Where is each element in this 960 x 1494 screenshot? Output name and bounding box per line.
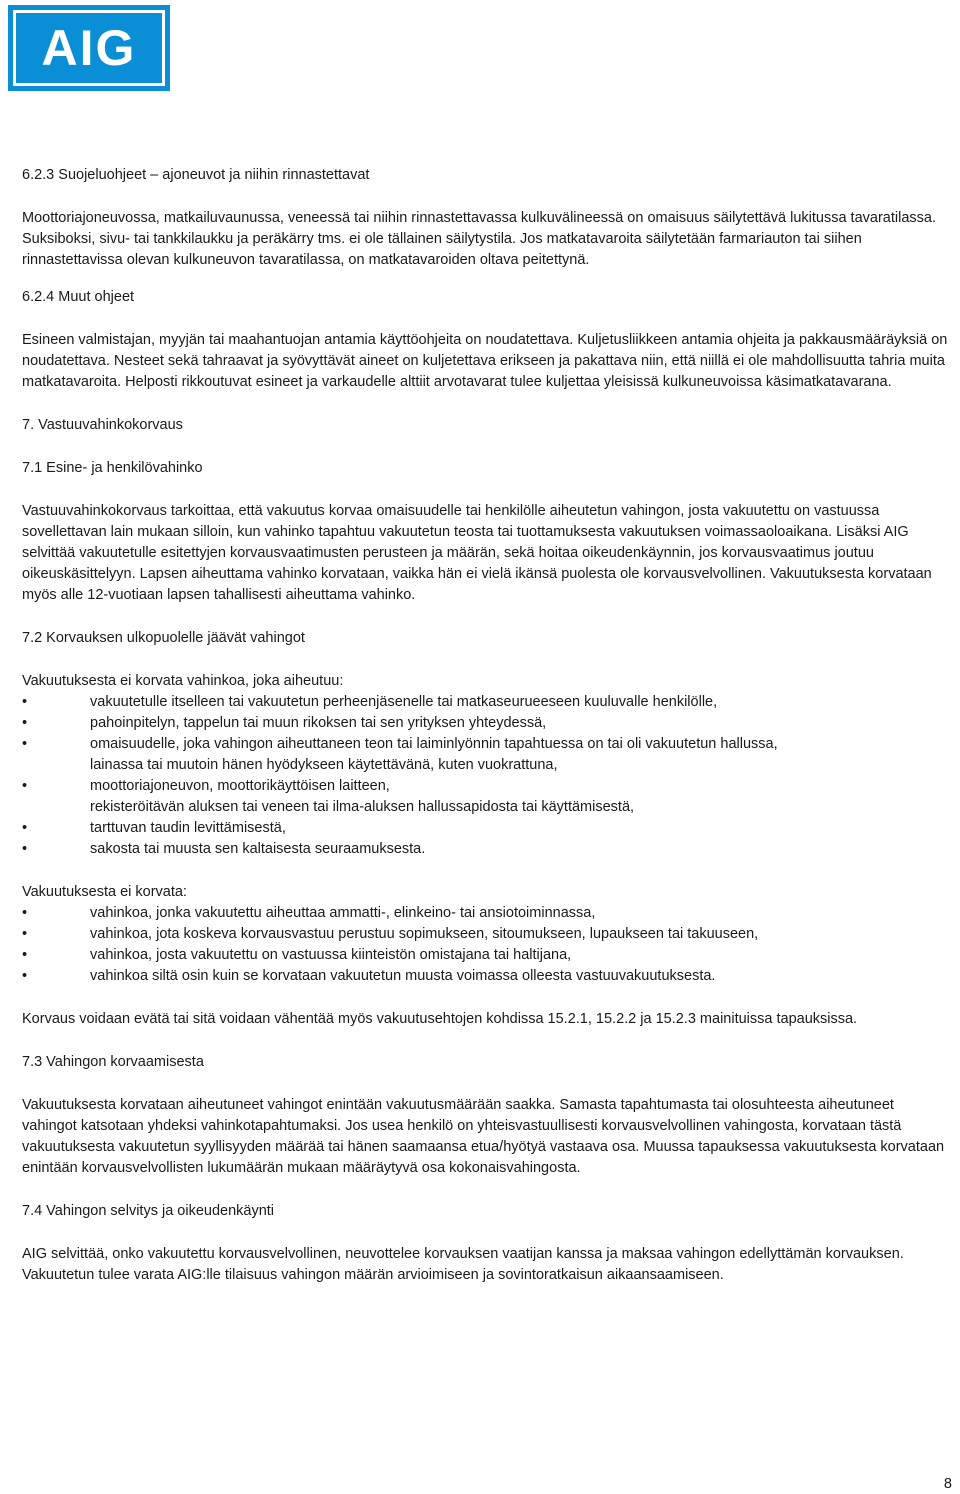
- section-7-2-outro: Korvaus voidaan evätä tai sitä voidaan vähentää myös vakuutusehtojen kohdissa 15.2.1, 15.2.2 ja 15.2.3 mainituissa tapauksissa.: [22, 1011, 858, 1027]
- list-item: • vahinkoa, josta vakuutettu on vastuussa kiinteistön omistajana tai haltijana,: [22, 945, 952, 966]
- list-item: • sakosta tai muusta sen kaltaisesta seuraamuksesta.: [22, 839, 952, 860]
- list-item-continuation: rekisteröitävän aluksen tai veneen tai ilma-aluksen hallussapidosta tai käyttämisestä,: [90, 799, 635, 815]
- list-item: • vahinkoa siltä osin kuin se korvataan vakuutetun muusta voimassa olleesta vastuuvakuutuksesta.: [22, 966, 952, 987]
- document-body: [22, 165, 952, 1286]
- bullet-icon: •: [22, 694, 28, 710]
- bullet-icon: •: [22, 905, 28, 921]
- section-6-2-4-title: 6.2.4 Muut ohjeet: [22, 289, 135, 305]
- aig-logo-text: AIG: [41, 20, 137, 76]
- section-6-2-3-body: Moottoriajoneuvossa, matkailuvaunussa, veneessä tai niihin rinnastettavassa kulkuvälineessä on omaisuus säilytettävä lukitussa tavaratilassa. Suksiboksi, sivu- tai tankkilaukku ja peräkärry tms. ei ole tällainen säilytystila. Jos matkatavaroita säilytetään farmariauton tai siihen rinnastettavissa olevan kulkuneuvon tavaratilassa, on matkatavaroiden oltava peitettynä.: [22, 210, 936, 268]
- section-7-3-body: Vakuutuksesta korvataan aiheutuneet vahingot enintään vakuutusmäärään saakka. Samasta tapahtumasta tai olosuhteesta aiheutuneet vahingot katsotaan yhdeksi vahinkotapahtumaksi. Jos usea henkilö on yhteisvastuullisesti korvausvelvollinen vahingosta, korvataan tästä vakuutuksesta vakuutetun syyllisyyden määrää tai hänen saamaansa etua/hyötyä vastaava osa. Muussa tapauksessa vakuutuksesta korvataan enintään korvausvelvollisten lukumäärän mukaan määräytyvä osa kokonaisvahingosta.: [22, 1097, 945, 1176]
- list-item: • vahinkoa, jota koskeva korvausvastuu perustuu sopimukseen, sitoumukseen, lupaukseen tai takuuseen,: [22, 924, 952, 945]
- bullet-icon: •: [22, 968, 28, 984]
- list-item: • omaisuudelle, joka vahingon aiheuttaneen teon tai laiminlyönnin tapahtuessa on tai oli vakuutetun hallussa,: [22, 734, 952, 755]
- section-7-title: 7. Vastuuvahinkokorvaus: [22, 417, 183, 433]
- bullet-icon: •: [22, 820, 28, 836]
- exclusion-list-1: [22, 692, 952, 860]
- section-7-1-title: 7.1 Esine- ja henkilövahinko: [22, 460, 203, 476]
- section-7-2-intro-1: Vakuutuksesta ei korvata vahinkoa, joka aiheutuu:: [22, 673, 344, 689]
- exclusion-list-2: [22, 903, 952, 987]
- list-item: • moottoriajoneuvon, moottorikäyttöisen laitteen,: [22, 776, 952, 797]
- bullet-icon: •: [22, 736, 28, 752]
- list-item: • tarttuvan taudin levittämisestä,: [22, 818, 952, 839]
- bullet-icon: •: [22, 947, 28, 963]
- section-7-4-body: AIG selvittää, onko vakuutettu korvausvelvollinen, neuvottelee korvauksen vaatijan kanssa ja maksaa vahingon edellyttämän korvauksen. Vakuutetun tulee varata AIG:lle tilaisuus vahingon määrän arvioimiseen ja sovintoratkaisun aikaansaamiseen.: [22, 1246, 904, 1283]
- bullet-icon: •: [22, 715, 28, 731]
- list-item-continuation: lainassa tai muutoin hänen hyödykseen käytettävänä, kuten vuokrattuna,: [90, 757, 558, 773]
- list-item: • vahinkoa, jonka vakuutettu aiheuttaa ammatti-, elinkeino- tai ansiotoiminnassa,: [22, 903, 952, 924]
- section-7-3-title: 7.3 Vahingon korvaamisesta: [22, 1054, 204, 1070]
- bullet-icon: •: [22, 926, 28, 942]
- page-number: 8: [943, 1476, 952, 1492]
- section-6-2-3-title: 6.2.3 Suojeluohjeet – ajoneuvot ja niihin rinnastettavat: [22, 167, 370, 183]
- aig-logo-frame: [13, 10, 165, 86]
- section-7-2-intro-2: Vakuutuksesta ei korvata:: [22, 884, 187, 900]
- list-item: • vakuutetulle itselleen tai vakuutetun perheenjäsenelle tai matkaseurueeseen kuuluvalle henkilölle,: [22, 692, 952, 713]
- list-item: • pahoinpitelyn, tappelun tai muun rikoksen tai sen yrityksen yhteydessä,: [22, 713, 952, 734]
- aig-logo: [8, 5, 170, 91]
- section-7-1-body: Vastuuvahinkokorvaus tarkoittaa, että vakuutus korvaa omaisuudelle tai henkilölle aiheutetun vahingon, josta vakuutettu on vastuussa sovellettavan lain mukaan silloin, kun vahinko tapahtuu vakuutetun teosta tai tuottamuksesta vakuutuksen voimassaoloaikana. Lisäksi AIG selvittää vakuutetulle esitettyjen korvausvaatimusten perusteen ja määrän, sekä hoitaa oikeudenkäynnin, jos korvausvaatimus joutuu oikeuskäsittelyyn. Lapsen aiheuttama vahinko korvataan, vaikka hän ei vielä ikänsä puolesta ole korvausvelvollinen. Vakuutuksesta korvataan myös alle 12-vuotiaan lapsen tahallisesti aiheuttama vahinko.: [22, 503, 932, 603]
- section-7-4-title: 7.4 Vahingon selvitys ja oikeudenkäynti: [22, 1203, 275, 1219]
- bullet-icon: •: [22, 841, 28, 857]
- section-7-2-title: 7.2 Korvauksen ulkopuolelle jäävät vahingot: [22, 630, 305, 646]
- bullet-icon: •: [22, 778, 28, 794]
- section-6-2-4-body: Esineen valmistajan, myyjän tai maahantuojan antamia käyttöohjeita on noudatettava. Kuljetusliikkeen antamia ohjeita ja pakkausmääräyksiä on noudatettava. Nesteet sekä tahraavat ja syövyttävät aineet on kuljetettava erikseen ja pakattava niin, että niillä ei ole mahdollisuutta tahria muita matkatavaroita. Helposti rikkoutuvat esineet ja varkaudelle alttiit arvotavarat tulee kuljettaa yleisissä kulkuneuvoissa käsimatkatavarana.: [22, 332, 948, 390]
